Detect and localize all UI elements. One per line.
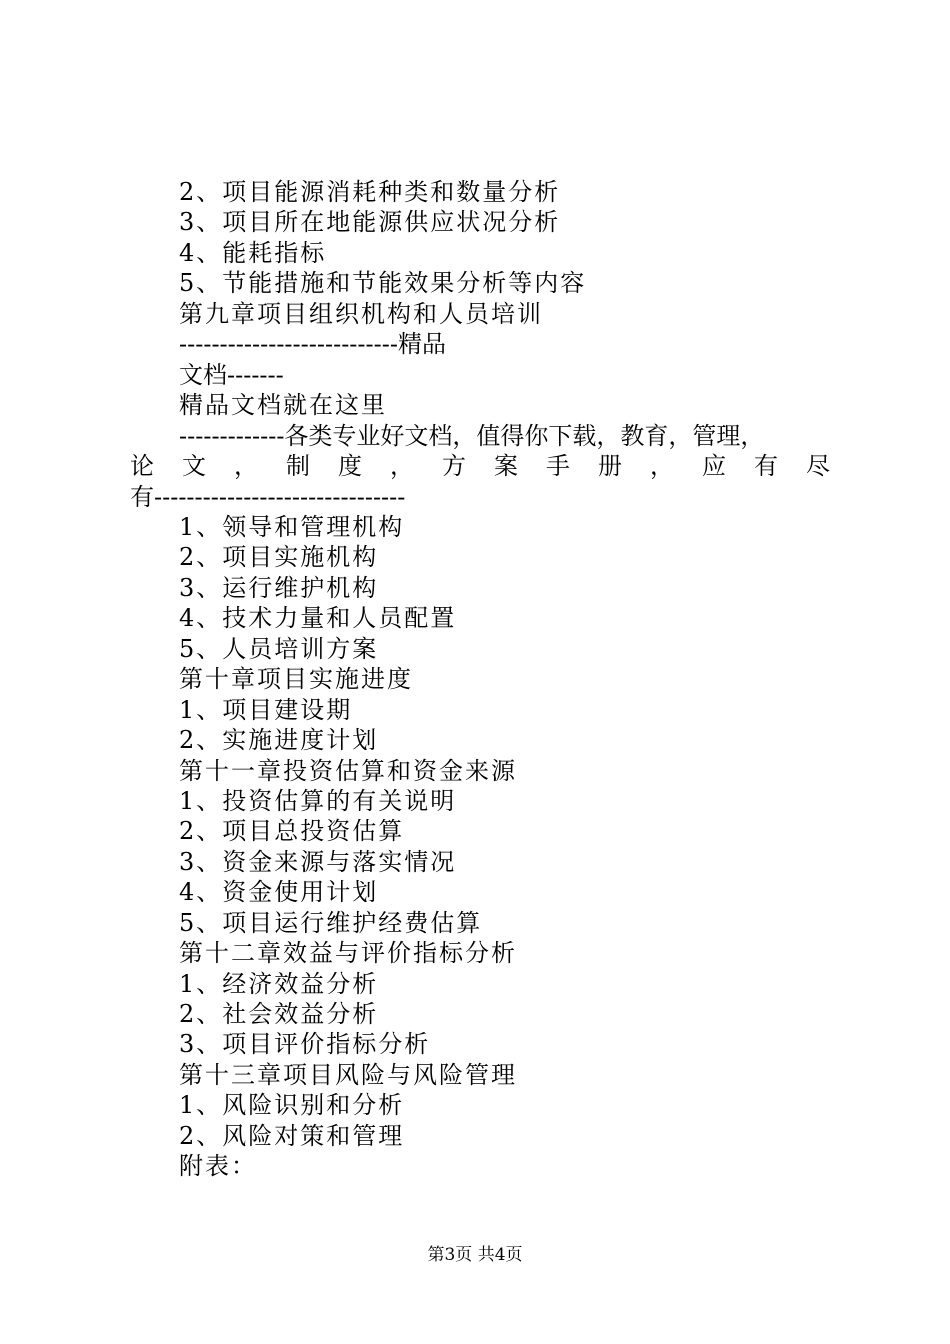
- text-line: 文档-------: [179, 361, 284, 389]
- justified-text-line: [130, 451, 830, 481]
- char: ，: [234, 452, 258, 480]
- text-line: ---------------------------精品: [179, 330, 446, 358]
- char: 制: [286, 452, 310, 480]
- list-item: 2、项目实施机构: [179, 543, 379, 571]
- chapter-heading: 第十章项目实施进度: [179, 665, 413, 693]
- char: 有: [754, 452, 778, 480]
- list-item: 3、资金来源与落实情况: [179, 848, 457, 876]
- appendix-label: 附表：: [179, 1152, 257, 1180]
- list-item: 1、项目建设期: [179, 696, 353, 724]
- char: 度: [338, 452, 362, 480]
- list-item: 2、风险对策和管理: [179, 1122, 405, 1150]
- char: 文: [182, 452, 206, 480]
- text-line: 2、项目能源消耗种类和数量分析: [179, 178, 561, 206]
- text-line: 3、项目所在地能源供应状况分析: [179, 208, 561, 236]
- text-line: 有-------------------------------: [130, 483, 406, 511]
- char: 手: [546, 452, 570, 480]
- list-item: 1、投资估算的有关说明: [179, 787, 457, 815]
- list-item: 5、项目运行维护经费估算: [179, 909, 483, 937]
- list-item: 1、风险识别和分析: [179, 1091, 405, 1119]
- list-item: 5、人员培训方案: [179, 635, 379, 663]
- list-item: 1、领导和管理机构: [179, 513, 405, 541]
- char: 方: [442, 452, 466, 480]
- list-item: 3、运行维护机构: [179, 574, 379, 602]
- list-item: 4、资金使用计划: [179, 878, 379, 906]
- text-line: 5、节能措施和节能效果分析等内容: [179, 269, 587, 297]
- char: ，: [650, 452, 674, 480]
- list-item: 2、项目总投资估算: [179, 817, 405, 845]
- text-line: 精品文档就在这里: [179, 391, 387, 419]
- chapter-heading: 第九章项目组织机构和人员培训: [179, 300, 543, 328]
- char: 册: [598, 452, 622, 480]
- list-item: 2、社会效益分析: [179, 1000, 379, 1028]
- list-item: 2、实施进度计划: [179, 726, 379, 754]
- chapter-heading: 第十一章投资估算和资金来源: [179, 757, 517, 785]
- list-item: 4、技术力量和人员配置: [179, 604, 457, 632]
- char: 论: [130, 452, 154, 480]
- char: ，: [390, 452, 414, 480]
- text-line: 4、能耗指标: [179, 239, 327, 267]
- char: 应: [702, 452, 726, 480]
- page-footer: 第3页 共4页: [427, 1245, 523, 1265]
- text-line: -------------各类专业好文档，值得你下载，教育，管理，: [179, 422, 765, 450]
- char: 尽: [806, 452, 830, 480]
- list-item: 1、经济效益分析: [179, 970, 379, 998]
- list-item: 3、项目评价指标分析: [179, 1030, 431, 1058]
- chapter-heading: 第十二章效益与评价指标分析: [179, 939, 517, 967]
- chapter-heading: 第十三章项目风险与风险管理: [179, 1061, 517, 1089]
- char: 案: [494, 452, 518, 480]
